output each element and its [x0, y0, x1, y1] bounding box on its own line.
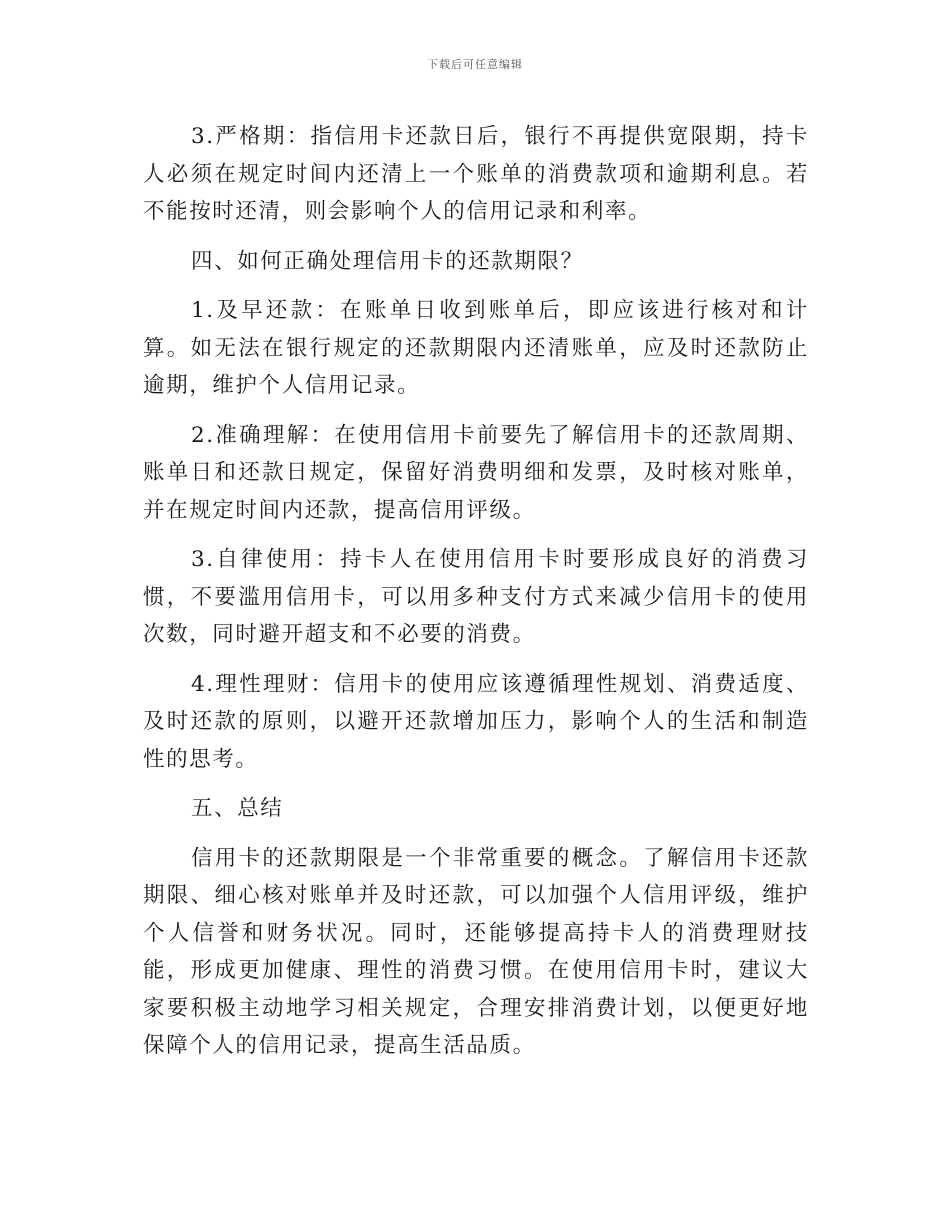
page-header: 下载后可任意编辑 — [427, 58, 523, 71]
section-heading-five: 五、总结 — [191, 796, 284, 821]
paragraph-early-repayment: 1.及早还款：在账单日收到账单后，即应该进行核对和计算。如无法在银行规定的还款期限内还清账单，应及时还款防止逾期，维护个人信用记录。 — [143, 298, 809, 398]
section-heading-four: 四、如何正确处理信用卡的还款期限？ — [191, 248, 584, 274]
paragraph-rational-finance: 4.理性理财：信用卡的使用应该遵循理性规划、消费适度、及时还款的原则，以避开还款增加压力，影响个人的生活和制造性的思考。 — [143, 671, 809, 772]
paragraph-strict-period: 3.严格期：指信用卡还款日后，银行不再提供宽限期，持卡人必须在规定时间内还清上一个账单的消费款项和逾期利息。若不能按时还清，则会影响个人的信用记录和利率。 — [143, 124, 809, 224]
paragraph-disciplined-use: 3.自律使用：持卡人在使用信用卡时要形成良好的消费习惯，不要滥用信用卡，可以用多种支付方式来减少信用卡的使用次数，同时避开超支和不必要的消费。 — [143, 547, 809, 647]
paragraph-accurate-understanding: 2.准确理解：在使用信用卡前要先了解信用卡的还款周期、账单日和还款日规定，保留好消费明细和发票，及时核对账单，并在规定时间内还款，提高信用评级。 — [143, 422, 809, 523]
document-body — [143, 118, 809, 1077]
paragraph-summary: 信用卡的还款期限是一个非常重要的概念。了解信用卡还款期限、细心核对账单并及时还款，可以加强个人信用评级，维护个人信誉和财务状况。同时，还能够提高持卡人的消费理财技能，形成更加健康、理性的消费习惯。在使用信用卡时，建议大家要积极主动地学习相关规定，合理安排消费计划，以便更好地保障个人的信用记录，提高生活品质。 — [143, 845, 809, 1058]
